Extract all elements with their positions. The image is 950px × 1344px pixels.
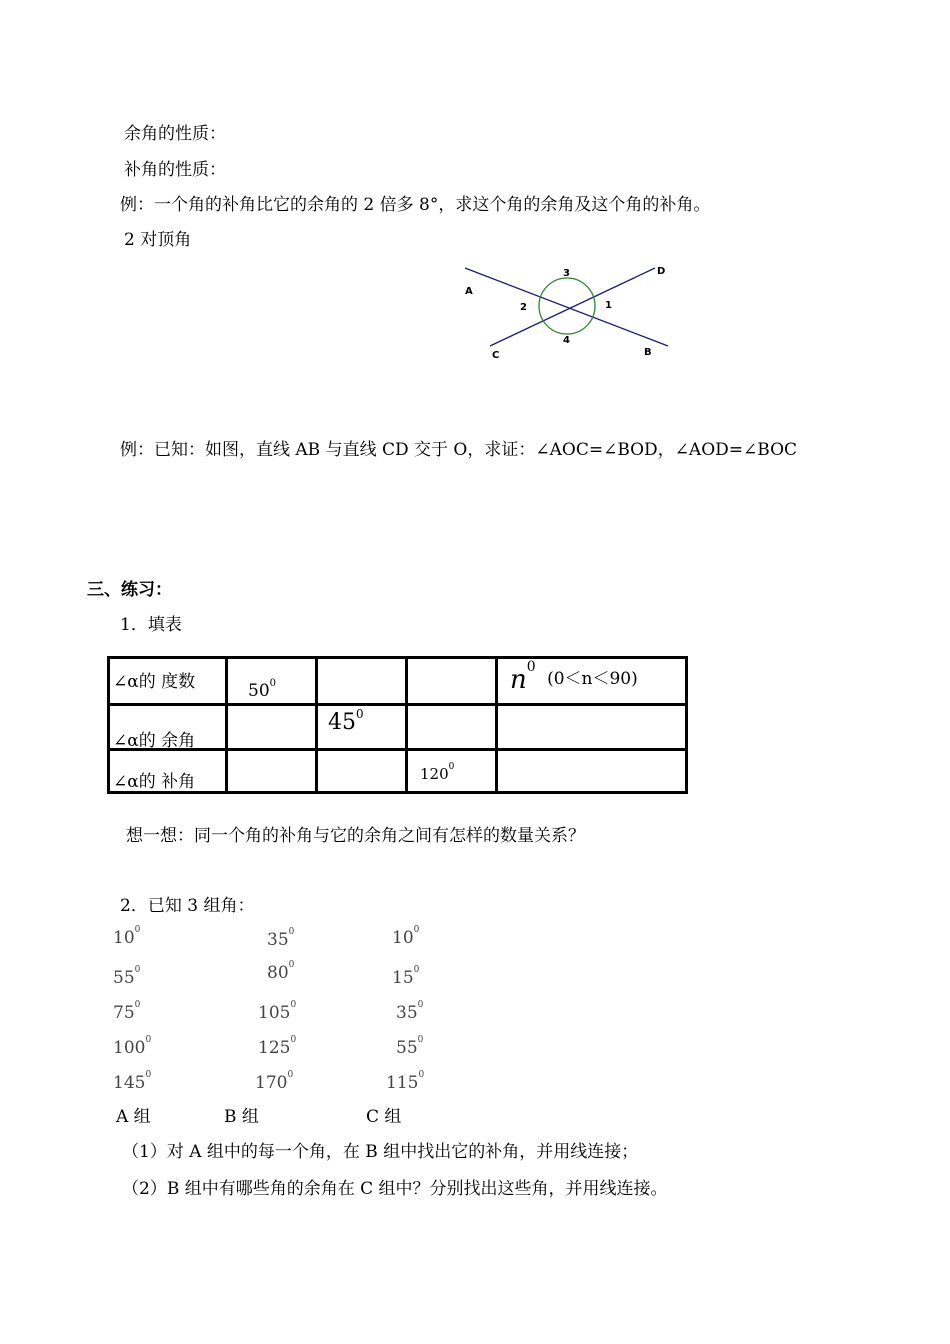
group-c-label: C 组 [366,1107,402,1127]
exercise-heading: 三、练习： [87,580,172,600]
think-question: 想一想：同一个角的补角与它的余角之间有怎样的数量关系？ [126,826,585,846]
group-c-angle[interactable]: $115^0$ [386,1070,425,1093]
label-c: C [492,350,500,361]
supplementary-property-heading: 补角的性质： [124,160,226,180]
group-c-angle[interactable]: $10^0$ [392,925,420,948]
label-d: D [657,266,666,277]
table-cell[interactable] [317,658,407,705]
row-header-supplement: ∠α的 补角 [109,750,227,793]
table-cell[interactable] [407,705,497,750]
group-b-angle[interactable]: $35^0$ [267,927,295,950]
angle-label-2: 2 [520,302,527,313]
angle-label-3: 3 [563,268,570,279]
task-2: （2）B 组中有哪些角的余角在 C 组中？分别找出这些角，并用线连接。 [122,1179,668,1199]
group-a-angle[interactable]: $55^0$ [113,965,141,988]
group-c-angle[interactable]: $15^0$ [392,965,420,988]
question-1: 1．填表 [120,615,182,635]
cell-degree-n: $n^0$ (0＜n＜90) [497,658,687,705]
label-a: A [465,286,473,297]
table-cell[interactable] [227,705,317,750]
group-c-angle[interactable]: $55^0$ [396,1035,424,1058]
task-1: （1）对 A 组中的每一个角，在 B 组中找出它的补角，并用线连接； [122,1142,639,1162]
table-cell[interactable] [317,750,407,793]
table-cell[interactable] [497,705,687,750]
cell-supplement-120: $120^0$ [407,750,497,793]
row-header-complement: ∠α的 余角 [109,705,227,750]
example-1: 例：一个角的补角比它的余角的 2 倍多 8°，求这个角的余角及这个角的补角。 [120,195,711,215]
table-cell[interactable] [407,658,497,705]
group-b-label: B 组 [224,1107,259,1127]
cell-complement-45: $45^0$ [317,705,407,750]
vertical-angles-figure [455,258,685,370]
cell-degree-50: $50^0$ [227,658,317,705]
group-a-angle[interactable]: $100^0$ [113,1035,152,1058]
table-row [109,705,687,750]
group-b-angle[interactable]: $170^0$ [255,1070,294,1093]
question-2: 2．已知 3 组角： [120,896,255,916]
angle-arc [539,278,595,334]
table-row [109,658,687,705]
group-a-angle[interactable]: $145^0$ [113,1070,152,1093]
group-b-angle[interactable]: $80^0$ [267,960,295,983]
complementary-property-heading: 余角的性质： [124,124,226,144]
table-row [109,750,687,793]
example-2: 例：已知：如图，直线 AB 与直线 CD 交于 O，求证：∠AOC=∠BOD，∠AOD=∠BOC [120,440,798,460]
table-cell[interactable] [497,750,687,793]
group-a-angle[interactable]: $75^0$ [113,1000,141,1023]
label-b: B [644,347,652,358]
angle-label-1: 1 [605,300,612,311]
group-b-angle[interactable]: $125^0$ [258,1035,297,1058]
line-cd [490,268,655,346]
angle-label-4: 4 [563,335,570,346]
group-a-label: A 组 [116,1107,151,1127]
group-b-angle[interactable]: $105^0$ [258,1000,297,1023]
angle-fill-table [107,656,688,794]
vertical-angles-heading: 2 对顶角 [124,230,192,250]
group-a-angle[interactable]: $10^0$ [113,925,141,948]
table-cell[interactable] [227,750,317,793]
group-c-angle[interactable]: $35^0$ [396,1000,424,1023]
row-header-degree: ∠α的 度数 [109,658,227,705]
